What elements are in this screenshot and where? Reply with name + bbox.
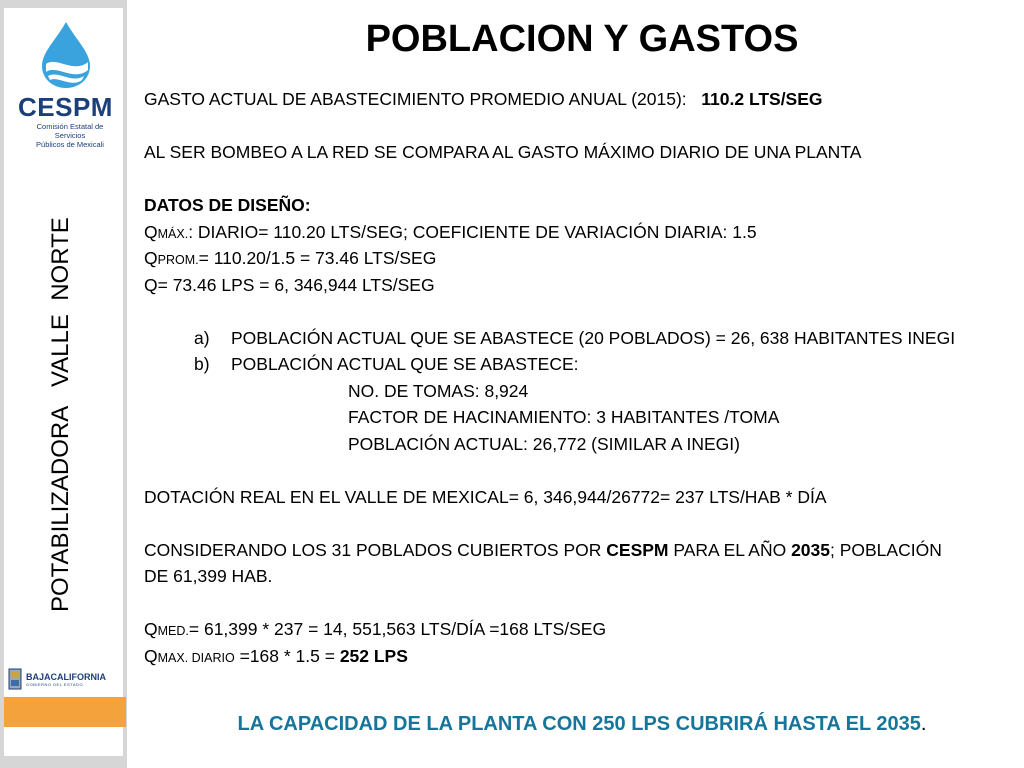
- cespm-logo: [4, 8, 123, 168]
- page-title: POBLACION Y GASTOS: [365, 18, 799, 60]
- vertical-section-title: POTABILIZADORA VALLE NORTE: [47, 217, 74, 612]
- list-item: [144, 325, 1019, 352]
- list-marker: a): [194, 327, 210, 348]
- qmed-subscript: MED.: [157, 624, 189, 638]
- qmed-line: QMED.= 61,399 * 237 = 14, 551,563 LTS/DÍA =168 LTS/SEG: [144, 619, 607, 639]
- dotacion-line: DOTACIÓN REAL EN EL VALLE DE MEXICAL= 6, 346,944/26772= 237 LTS/HAB * DÍA: [144, 486, 827, 507]
- sub-item-hacinamiento: FACTOR DE HACINAMIENTO: 3 HABITANTES /TOMA: [348, 407, 780, 427]
- qmax-diario-value: 252 LPS: [339, 645, 408, 666]
- list-marker: b): [194, 354, 210, 374]
- gasto-value: 110.2 LTS/SEG: [701, 89, 823, 109]
- datos-heading: DATOS DE DISEÑO:: [144, 195, 311, 215]
- sub-item-tomas: NO. DE TOMAS: 8,924: [348, 380, 529, 401]
- conclusion-period: .: [920, 713, 927, 735]
- qmax-line: QMÁX.: DIARIO= 110.20 LTS/SEG; COEFICIENTE DE VARIACIÓN DIARIA: 1.5: [144, 221, 757, 242]
- logo-name: CESPM: [18, 92, 113, 122]
- list-text: POBLACIÓN ACTUAL QUE SE ABASTECE (20 POBLADOS) = 26, 638 HABITANTES INEGI: [231, 327, 956, 348]
- qmax-diario-subscript: MAX. DIARIO: [157, 650, 235, 665]
- considerando-line: CONSIDERANDO LOS 31 POBLADOS CUBIERTOS POR CESPM PARA EL AÑO 2035; POBLACIÓN: [144, 539, 942, 560]
- q-line: Q= 73.46 LPS = 6, 346,944 LTS/SEG: [144, 274, 435, 295]
- year-bold: 2035: [791, 539, 830, 560]
- bc-logo-subtitle: GOBIERNO DEL ESTADO: [26, 681, 84, 687]
- logo-sub-line-2: Públicos de Mexicali: [36, 140, 104, 149]
- bombeo-line: AL SER BOMBEO A LA RED SE COMPARA AL GASTO MÁXIMO DIARIO DE UNA PLANTA: [144, 142, 862, 162]
- list-text: POBLACIÓN ACTUAL QUE SE ABASTECE:: [231, 354, 579, 374]
- sub-item-poblacion: POBLACIÓN ACTUAL: 26,772 (SIMILAR A INEGI): [348, 433, 740, 454]
- bc-logo-text: BAJACALIFORNIA: [26, 671, 106, 682]
- qmax-subscript: MÁX.: [157, 226, 189, 241]
- gasto-label: GASTO ACTUAL DE ABASTECIMIENTO PROMEDIO ANUAL (2015):: [144, 89, 687, 109]
- qprom-line: QPROM.= 110.20/1.5 = 73.46 LTS/SEG: [144, 248, 437, 268]
- list-item: [144, 351, 1019, 378]
- qprom-subscript: PROM.: [157, 253, 199, 267]
- slide-content: [144, 86, 1019, 669]
- conclusion-text: [140, 713, 1024, 736]
- water-drop-logo-icon: [38, 20, 94, 90]
- baja-california-logo: [8, 664, 120, 694]
- qmax-diario-line: QMAX. DIARIO =168 * 1.5 = 252 LPS: [144, 645, 408, 666]
- logo-subtitle: [24, 122, 116, 149]
- logo-sub-line-1: Comisión Estatal de Servicios: [36, 122, 104, 140]
- orange-accent-bar: [4, 697, 126, 727]
- cespm-bold: CESPM: [606, 539, 669, 560]
- gasto-line: [144, 86, 1019, 113]
- considerando-line-2: DE 61,399 HAB.: [144, 566, 273, 586]
- state-seal-icon: [8, 668, 22, 690]
- conclusion-main: LA CAPACIDAD DE LA PLANTA CON 250 LPS CUBRIRÁ HASTA EL 2035: [237, 713, 921, 735]
